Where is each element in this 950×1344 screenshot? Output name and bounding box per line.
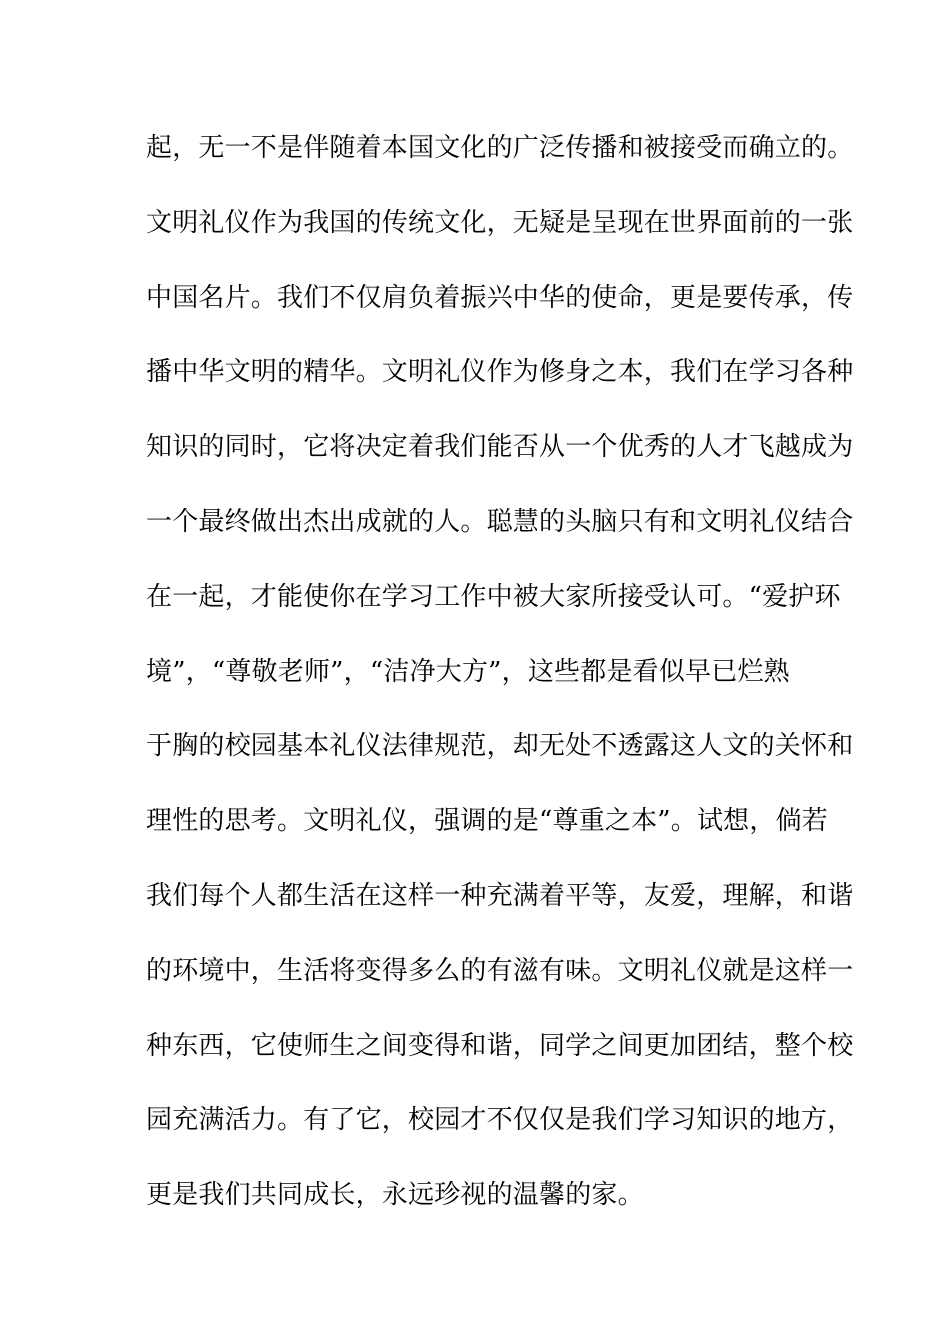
text-line-7: 在一起，才能使你在学习工作中被大家所接受认可。“爱护环 (146, 581, 841, 612)
text-line-14: 园充满活力。有了它，校园才不仅仅是我们学习知识的地方， (146, 1105, 854, 1136)
text-line-4: 播中华文明的精华。文明礼仪作为修身之本，我们在学习各种 (146, 357, 854, 388)
text-line-13: 种东西，它使师生之间变得和谐，同学之间更加团结，整个校 (146, 1030, 854, 1061)
text-line-11: 我们每个人都生活在这样一种充满着平等，友爱，理解，和谐 (146, 880, 854, 911)
text-line-10: 理性的思考。文明礼仪，强调的是“尊重之本”。试想，倘若 (146, 806, 828, 837)
text-line-5: 知识的同时，它将决定着我们能否从一个优秀的人才飞越成为 (146, 432, 854, 463)
text-line-9: 于胸的校园基本礼仪法律规范，却无处不透露这人文的关怀和 (146, 731, 854, 762)
text-line-2: 文明礼仪作为我国的传统文化，无疑是呈现在世界面前的一张 (146, 207, 854, 238)
text-line-3: 中国名片。我们不仅肩负着振兴中华的使命，更是要传承，传 (146, 282, 854, 313)
body-text (146, 128, 854, 1250)
text-line-1: 起，无一不是伴随着本国文化的广泛传播和被接受而确立的。 (146, 133, 854, 163)
text-line-15: 更是我们共同成长，永远珍视的温馨的家。 (146, 1180, 644, 1211)
text-line-8: 境”，“尊敬老师”，“洁净大方”，这些都是看似早已烂熟 (146, 656, 790, 687)
text-line-6: 一个最终做出杰出成就的人。聪慧的头脑只有和文明礼仪结合 (146, 506, 854, 537)
text-line-12: 的环境中，生活将变得多么的有滋有味。文明礼仪就是这样一 (146, 955, 854, 986)
